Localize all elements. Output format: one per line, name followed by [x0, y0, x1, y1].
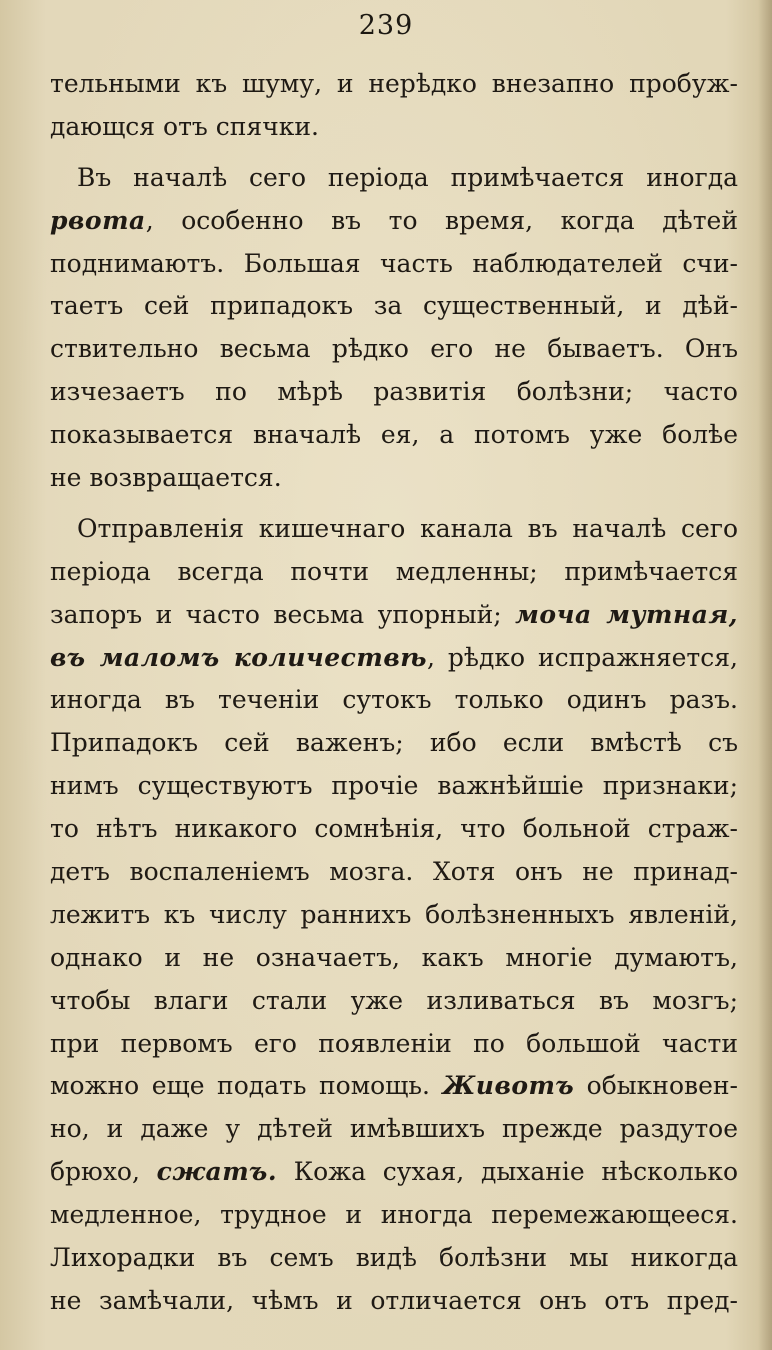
text-line: можно еще подать помощь. Животъ обыкновен-	[50, 1071, 738, 1101]
emphasis-small-amount: въ маломъ количествѣ	[50, 642, 428, 672]
text-line: однако и не означаетъ, какъ многіе думаютъ,	[50, 942, 738, 972]
text-line: въ маломъ количествѣ, рѣдко испражняется,	[50, 642, 738, 672]
text-line: таетъ сей припадокъ за существенный, и дѣй-	[50, 291, 738, 321]
text-line: Припадокъ сей важенъ; ибо если вмѣстѣ съ	[50, 728, 738, 758]
text-line: при первомъ его появленіи по большой части	[50, 1028, 738, 1058]
text-line: нимъ существуютъ прочіе важнѣйшіе признаки;	[50, 771, 738, 801]
paragraph-start-line: Въ началѣ сего періода примѣчается иногда	[77, 162, 738, 192]
emphasis-urine: моча мутная,	[515, 599, 738, 629]
page-number: 239	[358, 10, 414, 41]
text-line: то нѣтъ никакого сомнѣнія, что больной страж-	[50, 814, 738, 844]
text-line: лежитъ къ числу раннихъ болѣзненныхъ явленій,	[50, 899, 738, 929]
text-line: иногда въ теченіи сутокъ только одинъ разъ.	[50, 685, 738, 715]
text-line: но, и даже у дѣтей имѣвшихъ прежде раздутое	[50, 1114, 738, 1144]
emphasis-compressed: сжатъ.	[156, 1157, 278, 1187]
text-line: брюхо, сжатъ. Кожа сухая, дыханіе нѣсколько	[50, 1157, 738, 1187]
text-line: показывается вначалѣ ея, а потомъ уже болѣе	[50, 420, 738, 450]
text-line: чтобы влаги стали уже изливаться въ мозгъ;	[50, 985, 738, 1015]
emphasis-vomit: рвота	[50, 205, 146, 235]
text-line: запоръ и часто весьма упорный; моча мутная,	[50, 599, 738, 629]
text-line: рвота, особенно въ то время, когда дѣтей	[50, 205, 738, 235]
text-line: тельными къ шуму, и нерѣдко внезапно пробуж-	[50, 69, 738, 98]
text-line: медленное, трудное и иногда перемежающееся.	[50, 1200, 738, 1230]
text-line: дающся отъ спячки.	[50, 111, 319, 141]
text-line: ствительно весьма рѣдко его не бываетъ. Онъ	[50, 334, 738, 364]
emphasis-belly: Животъ	[442, 1071, 575, 1101]
paragraph-start-line: Отправленія кишечнаго канала въ началѣ сего	[77, 513, 738, 543]
body-text	[50, 63, 738, 1323]
text-line: не возвращается.	[50, 463, 282, 493]
text-line: поднимаютъ. Большая часть наблюдателей счи-	[50, 248, 738, 278]
text-line: Лихорадки въ семъ видѣ болѣзни мы никогда	[50, 1243, 738, 1273]
text-line: періода всегда почти медленны; примѣчается	[50, 556, 738, 586]
text-line: детъ воспаленіемъ мозга. Хотя онъ не принад-	[50, 857, 738, 887]
page-edge-shadow	[758, 0, 772, 1350]
text-line: не замѣчали, чѣмъ и отличается онъ отъ пред-	[50, 1285, 738, 1315]
text-line: изчезаетъ по мѣрѣ развитія болѣзни; часто	[50, 377, 738, 407]
